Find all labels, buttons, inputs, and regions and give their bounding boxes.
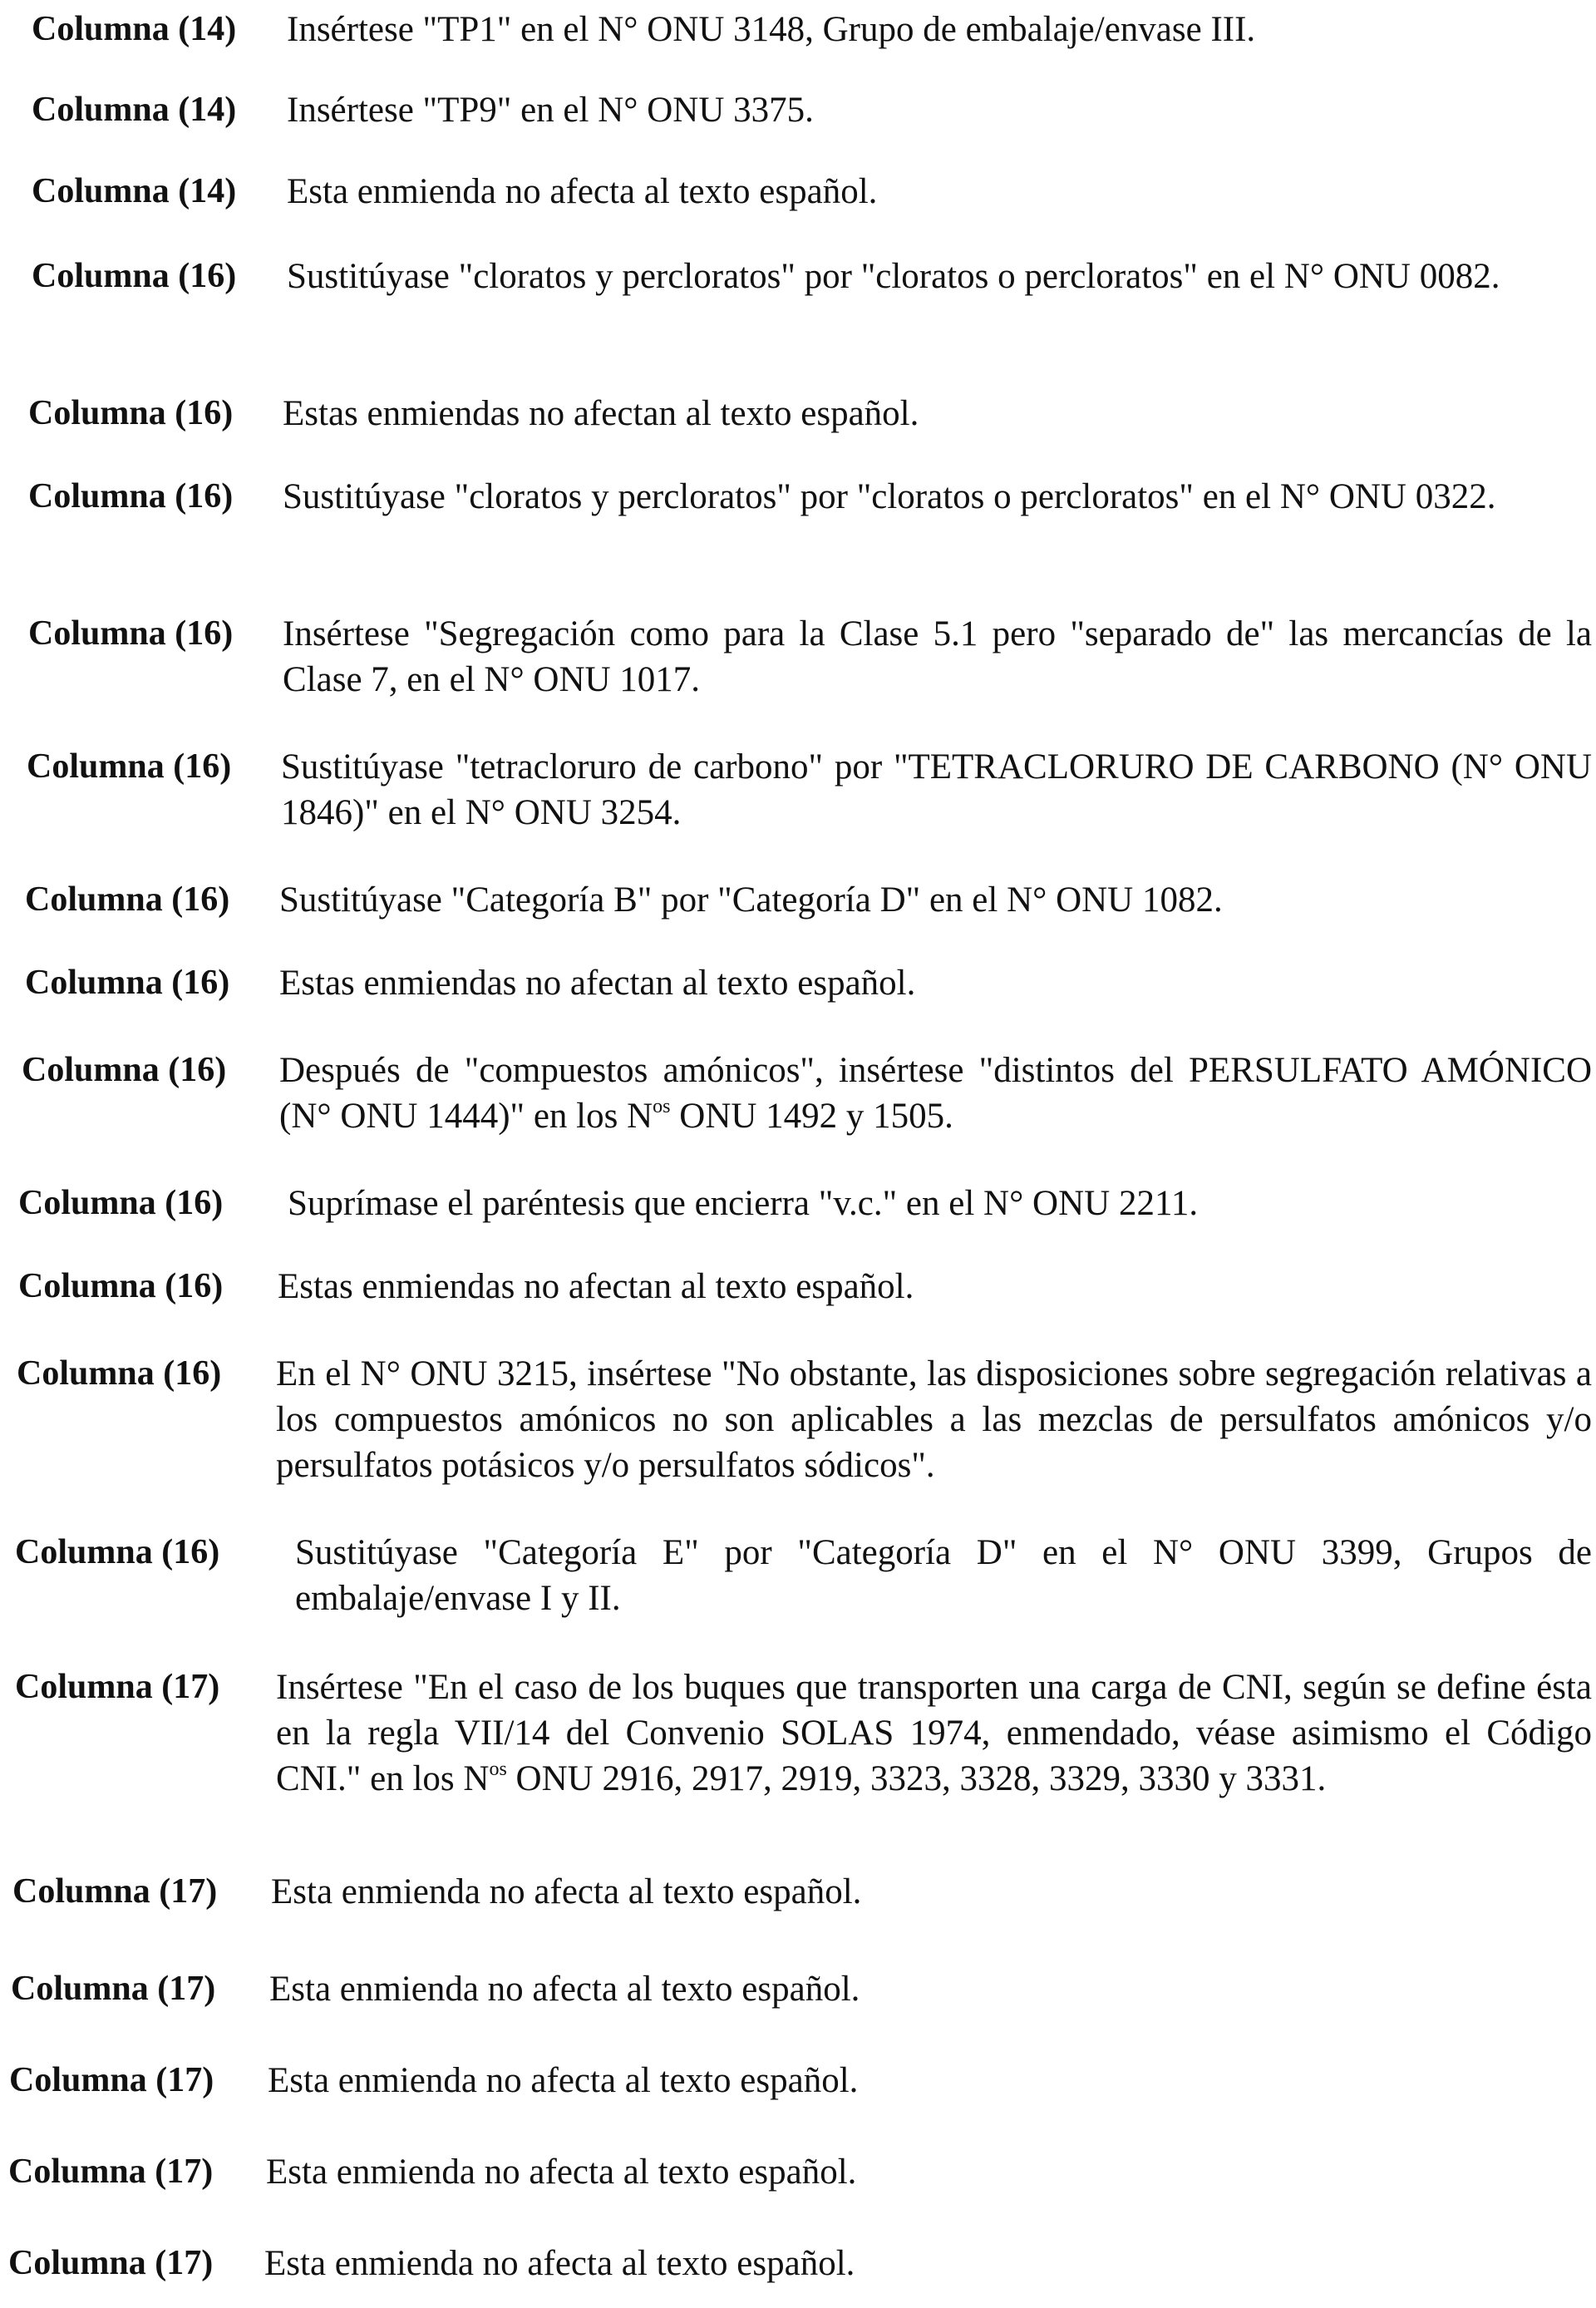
column-label: Columna (16): [22, 1051, 227, 1089]
column-label: Columna (16): [28, 614, 234, 653]
amendment-text: En el N° ONU 3215, insértese "No obstante, las disposiciones sobre segregación relativas a los compuestos amónicos no son aplicables a las mezclas de persulfatos amónicos y/o persulfatos potásicos y/o persulfatos sódicos".: [276, 1354, 1592, 1485]
amendment-text: Estas enmiendas no afectan al texto español.: [283, 394, 919, 433]
column-label: Columna (17): [8, 2153, 214, 2191]
column-label: Columna (14): [32, 91, 237, 129]
amendment-text: Insértese "TP9" en el N° ONU 3375.: [287, 91, 814, 130]
amendment-text: Estas enmiendas no afectan al texto español.: [279, 964, 916, 1003]
column-label: Columna (17): [15, 1668, 220, 1706]
amendment-text: Sustitúyase "tetracloruro de carbono" por "TETRACLORURO DE CARBONO (N° ONU 1846)" en el N° ONU 3254.: [281, 747, 1592, 832]
amendment-text-part: Insértese "En el caso de los buques que transporten una carga de CNI, según se define ésta en la regla VII/14 del Convenio SOLAS 1974, enmendado, véase asimismo el Código CNI." en los N: [276, 1668, 1592, 1798]
amendment-text: Sustitúyase "cloratos y percloratos" por "cloratos o percloratos" en el N° ONU 0322.: [283, 477, 1496, 516]
amendment-text-part: ONU 1492 y 1505.: [670, 1097, 953, 1136]
column-label: Columna (17): [9, 2061, 214, 2099]
amendment-text: Insértese "TP1" en el N° ONU 3148, Grupo de embalaje/envase III.: [287, 10, 1256, 49]
column-label: Columna (16): [15, 1533, 220, 1571]
amendment-text: Sustitúyase "Categoría E" por "Categoría D" en el N° ONU 3399, Grupos de embalaje/envase I y II.: [295, 1533, 1592, 1618]
column-label: Columna (17): [12, 1872, 218, 1911]
amendment-text: Insértese "Segregación como para la Clase 5.1 pero "separado de" las mercancías de la Clase 7, en el N° ONU 1017.: [283, 614, 1592, 699]
column-label: Columna (16): [25, 880, 230, 919]
column-label: Columna (16): [18, 1267, 224, 1305]
column-label: Columna (17): [8, 2244, 214, 2282]
column-label: Columna (14): [32, 172, 237, 210]
amendment-text: Suprímase el paréntesis que encierra "v.c." en el N° ONU 2211.: [288, 1184, 1199, 1223]
amendment-text: Esta enmienda no afecta al texto español.: [266, 2153, 857, 2192]
column-label: Columna (16): [32, 257, 237, 295]
amendment-text-part: Después de "compuestos amónicos", insértese "distintos del PERSULFATO AMÓNICO (N° ONU 1444)" en los N: [279, 1051, 1592, 1136]
amendment-text-part: ONU 2916, 2917, 2919, 3323, 3328, 3329, 3330 y 3331.: [506, 1759, 1327, 1798]
superscript-marker: os: [653, 1096, 671, 1117]
column-label: Columna (16): [17, 1354, 222, 1393]
amendment-text: Esta enmienda no afecta al texto español.: [287, 172, 878, 211]
amendment-text: Estas enmiendas no afectan al texto español.: [278, 1267, 914, 1306]
superscript-marker: os: [489, 1758, 507, 1780]
column-label: Columna (16): [28, 477, 234, 515]
column-label: Columna (16): [18, 1184, 224, 1222]
amendment-text: [279, 1048, 1592, 1139]
column-label: Columna (14): [32, 10, 237, 48]
column-label: Columna (16): [27, 747, 232, 786]
amendment-text: Sustitúyase "Categoría B" por "Categoría D" en el N° ONU 1082.: [279, 880, 1223, 920]
amendment-text: [276, 1664, 1592, 1802]
amendment-text: Esta enmienda no afecta al texto español.: [269, 1970, 860, 2009]
column-label: Columna (16): [28, 394, 234, 432]
amendment-text: Esta enmienda no afecta al texto español.: [271, 1872, 862, 1911]
column-label: Columna (16): [25, 964, 230, 1002]
amendment-text: Sustitúyase "cloratos y percloratos" por "cloratos o percloratos" en el N° ONU 0082.: [287, 257, 1500, 296]
amendment-text: Esta enmienda no afecta al texto español.: [264, 2244, 855, 2283]
amendment-text: Esta enmienda no afecta al texto español.: [268, 2061, 859, 2100]
column-label: Columna (17): [11, 1970, 216, 2008]
